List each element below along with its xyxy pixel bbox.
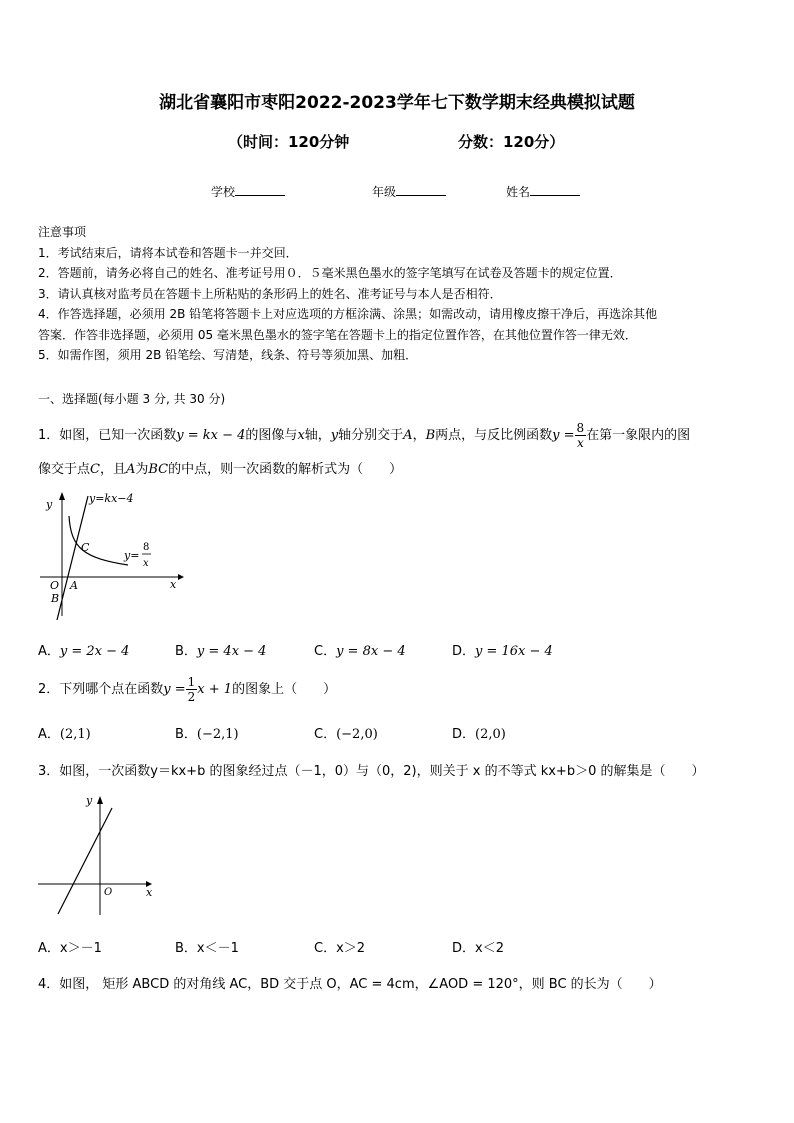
q2-option-c[interactable]: C．(−2,0): [314, 727, 378, 742]
note-item: 4．作答选择题，必须用 2B 铅笔将答题卡上对应选项的方框涂满、涂黑；如需改动，请用橡皮擦干净后，再选涂其他: [38, 307, 658, 321]
note-item: 5．如需作图，须用 2B 铅笔绘、写清楚，线条、符号等须加黑、加粗．: [38, 348, 418, 362]
grade-field: 年级: [372, 183, 446, 200]
exam-time: （时间：120分钟: [228, 133, 350, 151]
name-blank[interactable]: [530, 184, 580, 196]
fraction-8-over-x: $\frac{8}{x}$: [576, 421, 585, 450]
notes-section: [38, 222, 657, 366]
q1-option-b[interactable]: B．y = 4x − 4: [175, 644, 267, 659]
name-field: 姓名: [506, 183, 580, 200]
question-3-figure: [30, 790, 160, 920]
school-blank[interactable]: [235, 184, 285, 196]
fig1-x-label: x: [170, 578, 177, 591]
q3-option-c[interactable]: C．x＞2: [314, 941, 366, 956]
question-1-figure: [38, 488, 188, 620]
fig1-point-b: B: [51, 592, 60, 605]
fig1-curve-label: y=: [124, 549, 140, 562]
note-item: 1．考试结束后，请将本试卷和答题卡一并交回．: [38, 245, 298, 260]
question-1-line-1: 1．如图，已知一次函数y = kx − 4的图像与x轴，y轴分别交于A，B两点，与反比例函数y = $\frac{8}{x}$ 在第一象限内的图: [38, 421, 691, 450]
line-y-kx-b: [58, 808, 112, 914]
question-3: 3．如图，一次函数y＝kx+b 的图象经过点（－1，0）与（0，2)，则关于 x 的不等式 kx+b＞0 的解集是（ ）: [38, 764, 705, 779]
q2-option-b[interactable]: B．(−2,1): [175, 727, 239, 742]
question-1-line-2: 像交于点C，且A为BC的中点，则一次函数的解析式为（ ）: [38, 462, 403, 477]
fig3-origin: O: [104, 887, 113, 898]
q3-option-b[interactable]: B．x＜－1: [175, 941, 239, 956]
y-axis-arrow: [97, 796, 103, 804]
note-item: 3．请认真核对监考员在答题卡上所粘贴的条形码上的姓名、准考证号与本人是否相符．: [38, 286, 502, 301]
fig3-y-label: y: [86, 794, 93, 807]
fraction-1-over-2: $\frac{1}{2}$: [187, 675, 196, 704]
q2-option-d[interactable]: D．(2,0): [452, 727, 506, 742]
q1-option-d[interactable]: D．y = 16x − 4: [452, 644, 553, 659]
note-item: 2．答题前，请务必将自己的姓名、准考证号用０．５毫米黑色墨水的签字笔填写在试卷及答题卡的规定位置．: [38, 266, 622, 280]
question-4: 4．如图， 矩形 ABCD 的对角线 AC，BD 交于点 O，AC = 4cm，∠AOD = 120°，则 BC 的长为（ ）: [38, 977, 662, 992]
school-field: 学校: [211, 183, 285, 200]
q3-option-a[interactable]: A．x＞－1: [38, 941, 102, 956]
fig1-y-label: y: [46, 498, 53, 511]
y-axis-arrow: [59, 492, 65, 500]
notes-heading: 注意事项: [38, 225, 87, 239]
fig3-x-label: x: [146, 886, 153, 899]
section-heading: 一、选择题(每小题 3 分, 共 30 分): [38, 392, 226, 406]
fig1-curve-num: 8: [143, 542, 150, 553]
fig1-point-a: A: [70, 579, 78, 592]
fig1-point-c: C: [81, 541, 90, 554]
note-item: 答案．作答非选择题，必须用 05 毫米黑色墨水的签字笔在答题卡上的指定位置作答，在其他位置作答一律无效．: [38, 327, 637, 342]
question-2: 2．下列哪个点在函数y = $\frac{1}{2}$ x + 1的图象上（ ）: [38, 675, 337, 704]
fig1-origin: O: [50, 579, 60, 592]
exam-title: 湖北省襄阳市枣阳2022-2023学年七下数学期末经典模拟试题: [159, 93, 635, 113]
q3-option-d[interactable]: D．x＜2: [452, 941, 504, 956]
q1-option-c[interactable]: C．y = 8x − 4: [314, 644, 406, 659]
grade-blank[interactable]: [396, 184, 446, 196]
hyperbola-curve: [69, 516, 128, 565]
q1-option-a[interactable]: A．y = 2x − 4: [38, 644, 130, 659]
fig1-curve-den: x: [143, 558, 149, 569]
q2-option-a[interactable]: A．(2,1): [38, 727, 91, 742]
exam-score: 分数：120分）: [458, 133, 565, 151]
x-axis-arrow: [178, 574, 184, 580]
fig1-line-label: y=kx−4: [89, 492, 134, 505]
